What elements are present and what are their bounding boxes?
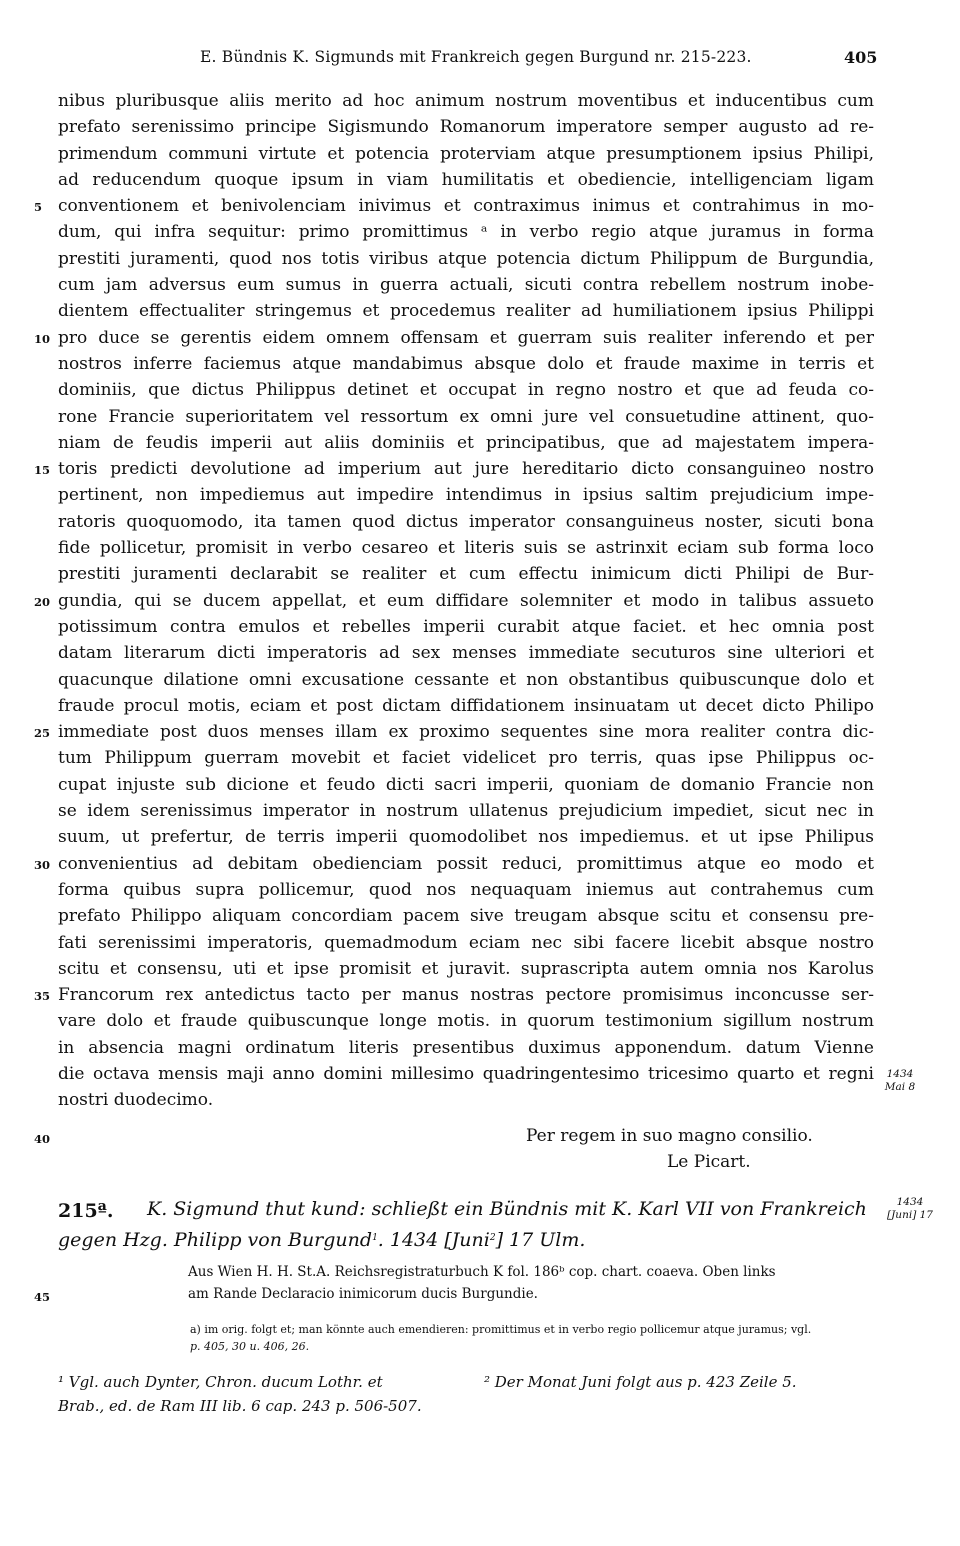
line-text: pertinent, non impediemus aut impedire intendimus in ipsius saltim prejudicium impe- — [58, 485, 874, 506]
regest-title-part-b: . 1434 [Juni — [377, 1229, 490, 1251]
text-line — [0, 693, 960, 719]
footnote-1-line-1: ¹ Vgl. auch Dynter, Chron. ducum Lothr. et — [58, 1373, 383, 1391]
text-line — [0, 903, 960, 929]
text-line — [0, 719, 960, 745]
footnote-ref-1: 1 — [372, 1233, 378, 1243]
line-text: cupat injuste sub dicione et feudo dicti sacri imperii, quoniam de domanio Francie non — [58, 774, 874, 795]
text-line — [0, 456, 960, 482]
text-line — [0, 482, 960, 508]
footnote-1-line-2: Brab., ed. de Ram III lib. 6 cap. 243 p. 506-507. — [58, 1397, 422, 1415]
apparatus-line-1: a) im orig. folgt et; man könnte auch emendieren: promittimus et in verbo regio pollicemur atque juramus; vgl. — [190, 1323, 812, 1336]
regest-title-line-2 — [58, 1229, 585, 1251]
line-text: cum jam adversus eum sumus in guerra actuali, sicuti contra rebellem nostrum inobe- — [58, 275, 874, 296]
line-text: dominiis, que dictus Philippus detinet et occupat in regno nostro et que ad feuda co- — [58, 380, 874, 401]
text-line — [0, 667, 960, 693]
text-line — [0, 272, 960, 298]
line-number: 5 — [34, 200, 43, 215]
line-number: 20 — [34, 594, 51, 609]
text-line — [0, 877, 960, 903]
footnote-ref-2: 2 — [489, 1233, 496, 1243]
text-line — [0, 1061, 960, 1087]
line-text: Francorum rex antedictus tacto per manus nostras pectore promisimus inconcusse ser- — [58, 985, 874, 1006]
apparatus-line-2: p. 405, 30 u. 406, 26. — [190, 1340, 310, 1353]
line-text: se idem serenissimus imperator in nostrum ullatenus prejudicium impediet, sicut nec in — [58, 801, 874, 822]
text-line — [0, 219, 960, 245]
footnote-2: ² Der Monat Juni folgt aus p. 423 Zeile 5. — [484, 1373, 797, 1391]
text-line — [0, 588, 960, 614]
text-line — [0, 325, 960, 351]
line-text: prestiti juramenti, quod nos totis viribus atque potencia dictum Philippum de Burgundia, — [58, 248, 874, 269]
line-text: primendum communi virtute et potencia proterviam atque presumptionem ipsius Philipi, — [58, 143, 874, 164]
line-text: in absencia magni ordinatum literis presentibus duximus apponendum. datum Vienne — [58, 1037, 874, 1058]
margin-date-note — [876, 1068, 924, 1094]
regest-title-line-1: K. Sigmund thut kund: schließt ein Bündnis mit K. Karl VII von Frankreich — [147, 1198, 867, 1220]
line-text: potissimum contra emulos et rebelles imperii curabit atque faciet. et hec omnia post — [58, 616, 874, 637]
line-number: 30 — [34, 857, 51, 872]
line-text: fraude procul motis, eciam et post dictam diffidationem insinuatam ut decet dicto Philipo — [58, 695, 874, 716]
line-number: 10 — [34, 331, 51, 346]
line-text: nibus pluribusque aliis merito ad hoc animum nostrum moventibus et inducentibus cum — [58, 91, 874, 111]
line-number: 15 — [34, 463, 51, 478]
line-text: dum, qui infra sequitur: primo promittimus ᵃ in verbo regio atque juramus in forma — [58, 222, 874, 243]
line-text: vare dolo et fraude quibuscunque longe motis. in quorum testimonium sigillum nostrum — [58, 1011, 874, 1032]
text-line — [0, 377, 960, 403]
line-text: datam literarum dicti imperatoris ad sex menses immediate secuturos sine ulteriori et — [58, 643, 874, 664]
line-text: ad reducendum quoque ipsum in viam humilitatis et obediencie, intelligenciam ligam — [58, 169, 874, 190]
text-line — [0, 88, 960, 114]
text-line — [0, 561, 960, 587]
text-line — [0, 982, 960, 1008]
text-line — [0, 509, 960, 535]
text-line — [0, 956, 960, 982]
text-line — [0, 351, 960, 377]
line-text: nostri duodecimo. — [58, 1090, 214, 1111]
line-number: 25 — [34, 726, 51, 741]
regest-title-part-c: ] 17 Ulm. — [495, 1229, 586, 1251]
line-text: toris predicti devolutione ad imperium aut jure hereditario dicto consanguineo nostro — [58, 459, 874, 480]
signature-line-2: Le Picart. — [667, 1152, 751, 1172]
line-number-40: 40 — [34, 1132, 51, 1146]
source-line-2: am Rande Declaracio inimicorum ducis Burgundie. — [188, 1286, 538, 1302]
line-text: die octava mensis maji anno domini millesimo quadringentesimo tricesimo quarto et regni — [58, 1063, 874, 1084]
line-text: suum, ut prefertur, de terris imperii quomodolibet nos impediemus. et ut ipse Philipus — [58, 827, 874, 848]
text-line — [0, 167, 960, 193]
signature-line-1: Per regem in suo magno consilio. — [526, 1126, 813, 1146]
text-line — [0, 1035, 960, 1061]
text-line — [0, 798, 960, 824]
text-line — [0, 772, 960, 798]
running-title: E. Bündnis K. Sigmunds mit Frankreich gegen Burgund nr. 215-223. — [200, 48, 752, 66]
text-line — [0, 193, 960, 219]
text-line — [0, 640, 960, 666]
line-text: fati serenissimi imperatoris, quemadmodum eciam nec sibi facere licebit absque nostro — [58, 932, 874, 953]
line-text: prefato serenissimo principe Sigismundo Romanorum imperatore semper augusto ad re- — [58, 117, 874, 138]
source-line-1: Aus Wien H. H. St.A. Reichsregistraturbuch K fol. 186ᵇ cop. chart. coaeva. Oben links — [188, 1264, 776, 1280]
text-line — [0, 930, 960, 956]
line-text: quacunque dilatione omni excusatione cessante et non obstantibus quibuscunque dolo et — [58, 669, 874, 690]
line-text: nostros inferre faciemus atque mandabimus absque dolo et fraude maxime in terris et — [58, 353, 874, 374]
page-number: 405 — [844, 48, 878, 67]
line-text: dientem effectualiter stringemus et procedemus realiter ad humiliationem ipsius Philippi — [58, 301, 874, 322]
line-text: rone Francie superioritatem vel ressortum ex omni jure vel consuetudine attinent, quo- — [58, 406, 874, 427]
line-text: ratoris quoquomodo, ita tamen quod dictus imperator consanguineus noster, sicuti bona — [58, 511, 874, 532]
text-line — [0, 614, 960, 640]
regest-number: 215ª. — [58, 1200, 114, 1222]
document-body — [0, 88, 960, 1114]
line-text: gundia, qui se ducem appellat, et eum diffidare solemniter et modo in talibus assueto — [58, 590, 874, 611]
line-number: 35 — [34, 989, 51, 1004]
margin-date-day: Mai 8 — [884, 1081, 916, 1093]
text-line — [0, 851, 960, 877]
line-text: tum Philippum guerram movebit et faciet videlicet pro terris, quas ipse Philippus oc- — [58, 748, 874, 769]
line-text: fide pollicetur, promisit in verbo cesareo et literis suis se astrinxit eciam sub forma loco — [58, 538, 874, 559]
margin-date-year: 1434 — [886, 1068, 914, 1080]
line-text: conventionem et benivolenciam inivimus et contraximus inimus et contrahimus in mo- — [58, 196, 874, 217]
line-text: scitu et consensu, uti et ipse promisit et juravit. suprascripta autem omnia nos Karolus — [58, 958, 874, 979]
line-text: niam de feudis imperii aut aliis dominiis et principatibus, que ad majestatem impera- — [58, 432, 874, 453]
text-line — [0, 298, 960, 324]
text-line — [0, 430, 960, 456]
text-line — [0, 114, 960, 140]
regest-title-part-a: gegen Hzg. Philipp von Burgund — [58, 1229, 373, 1251]
text-line — [0, 535, 960, 561]
line-text: prefato Philippo aliquam concordiam pacem sive treugam absque scitu et consensu pre- — [58, 906, 874, 927]
text-line — [0, 404, 960, 430]
line-number-45: 45 — [34, 1290, 51, 1304]
text-line — [0, 141, 960, 167]
text-line — [0, 1008, 960, 1034]
line-text: immediate post duos menses illam ex proximo sequentes sine mora realiter contra dic- — [58, 722, 874, 743]
regest-margin-year: 1434 — [896, 1196, 924, 1208]
text-line — [0, 745, 960, 771]
running-header — [0, 48, 960, 78]
text-line — [0, 824, 960, 850]
line-text: forma quibus supra pollicemur, quod nos nequaquam iniemus aut contrahemus cum — [58, 879, 874, 900]
regest-margin-day: [Juni] 17 — [887, 1209, 933, 1221]
line-text: pro duce se gerentis eidem omnem offensam et guerram suis realiter inferendo et per — [58, 327, 874, 348]
text-line — [0, 246, 960, 272]
text-line — [0, 1087, 960, 1113]
line-text: convenientius ad debitam obedienciam possit reduci, promittimus atque eo modo et — [58, 853, 874, 874]
line-text: prestiti juramenti declarabit se realiter et cum effectu inimicum dicti Philipi de Bur- — [58, 564, 874, 585]
regest-margin-date — [884, 1196, 936, 1222]
